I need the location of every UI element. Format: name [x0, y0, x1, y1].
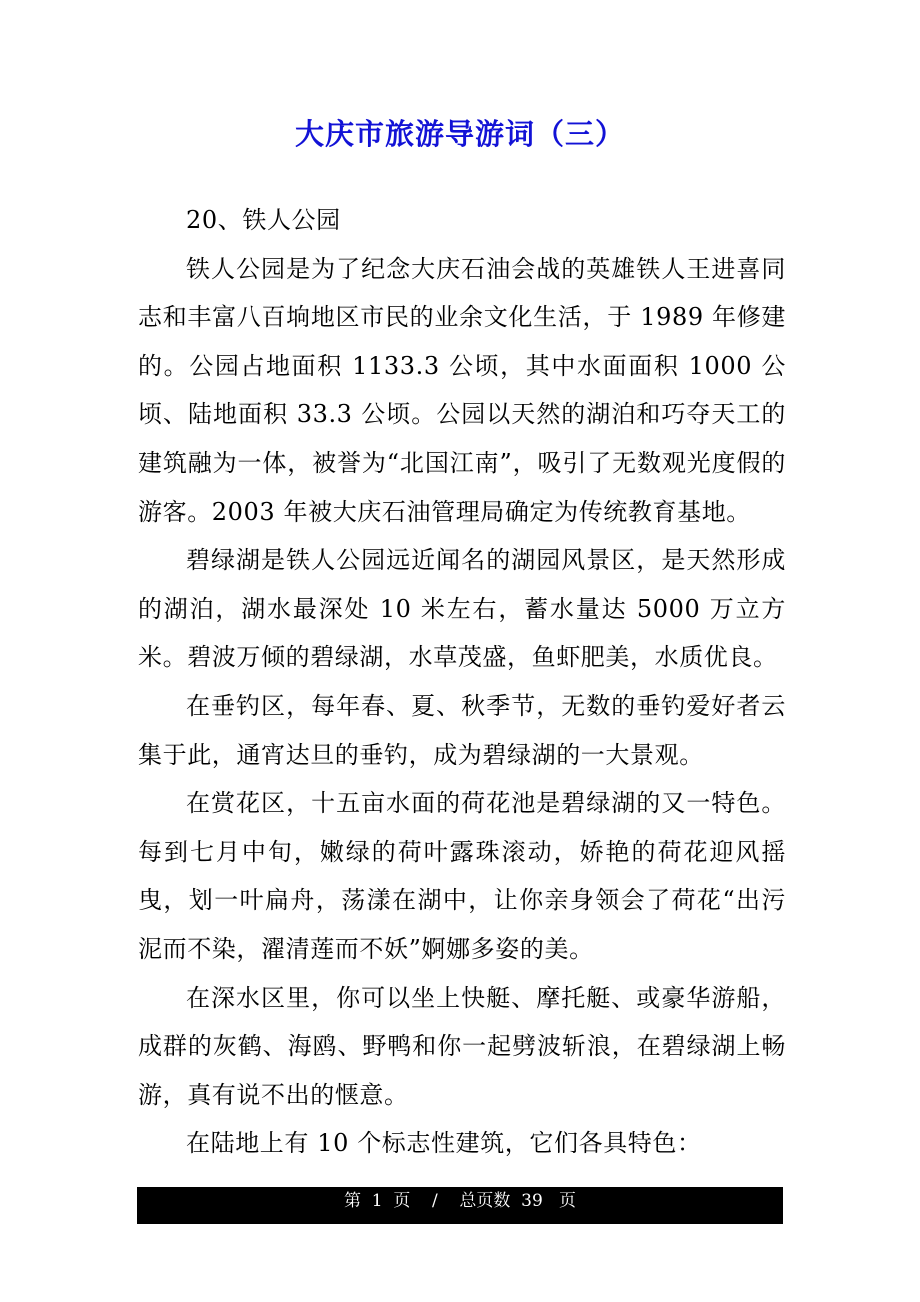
paragraph: 在赏花区，十五亩水面的荷花池是碧绿湖的又一特色。每到七月中旬，嫩绿的荷叶露珠滚动，娇艳的荷花迎风摇曳，划一叶扁舟，荡漾在湖中，让你亲身领会了荷花“出污泥而不染，濯清莲而不妖”婀娜多姿的美。	[138, 789, 786, 963]
document-body	[138, 196, 786, 1168]
paragraph: 在陆地上有 10 个标志性建筑，它们各具特色：	[186, 1129, 702, 1158]
page-footer	[137, 1187, 783, 1224]
page-number: 第 1 页 / 总页数 39 页	[343, 1191, 577, 1211]
paragraph: 碧绿湖是铁人公园远近闻名的湖园风景区，是天然形成的湖泊，湖水最深处 10 米左右，蓄水量达 5000 万立方米。碧波万倾的碧绿湖，水草茂盛，鱼虾肥美，水质优良。	[138, 546, 786, 672]
section-heading: 20、铁人公园	[186, 206, 341, 234]
paragraph: 在垂钓区，每年春、夏、秋季节，无数的垂钓爱好者云集于此，通宵达旦的垂钓，成为碧绿湖的一大景观。	[138, 691, 786, 769]
paragraph: 在深水区里，你可以坐上快艇、摩托艇、或豪华游船，成群的灰鹤、海鸥、野鸭和你一起劈波斩浪，在碧绿湖上畅游，真有说不出的惬意。	[138, 983, 786, 1109]
document-title: 大庆市旅游导游词（三）	[294, 117, 625, 151]
paragraph: 铁人公园是为了纪念大庆石油会战的英雄铁人王进喜同志和丰富八百垧地区市民的业余文化生活，于 1989 年修建的。公园占地面积 1133.3 公顷，其中水面面积 1000 公顷、陆地面积 33.3 公顷。公园以天然的湖泊和巧夺天工的建筑融为一体，被誉为“北国江南”，吸引了无数观光度假的游客。2003 年被大庆石油管理局确定为传统教育基地。	[138, 254, 786, 526]
